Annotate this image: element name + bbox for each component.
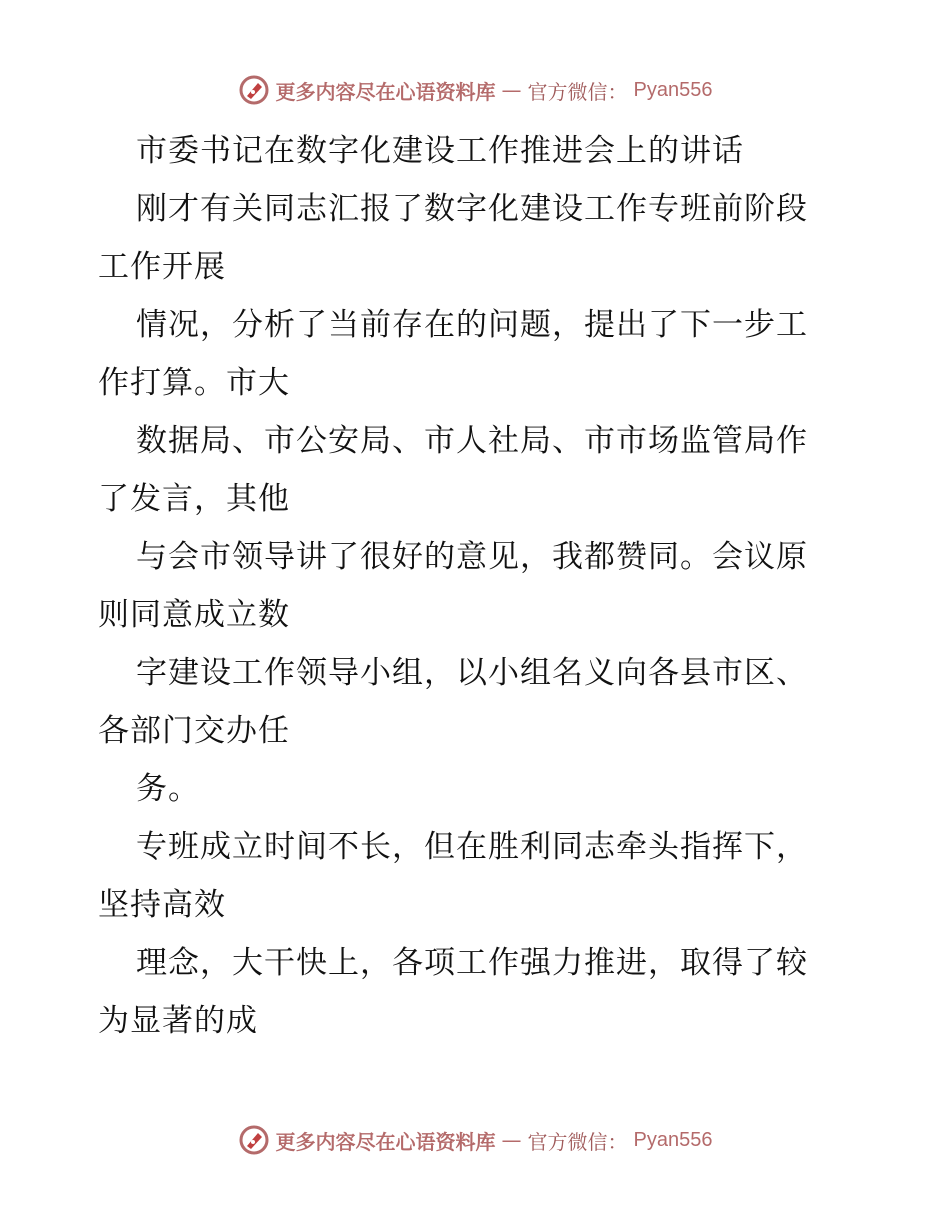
text-line: 务。 bbox=[136, 771, 200, 807]
text-line: 作打算。市大 bbox=[98, 365, 290, 401]
text-line: 了发言，其他 bbox=[98, 481, 290, 517]
text-line: 情况，分析了当前存在的问题，提出了下一步工 bbox=[136, 307, 808, 343]
watermark-text: 更多内容尽在心语资料库 bbox=[275, 79, 496, 104]
text-line: 数据局、市公安局、市人社局、市市场监管局作 bbox=[136, 423, 808, 459]
text-line: 刚才有关同志汇报了数字化建设工作专班前阶段 bbox=[136, 191, 808, 227]
watermark-dash: — bbox=[501, 78, 522, 102]
watermark-id: Pyan556 bbox=[633, 78, 713, 101]
document-title: 市委书记在数字化建设工作推进会上的讲话 bbox=[136, 133, 744, 169]
text-line: 各部门交办任 bbox=[98, 713, 290, 749]
text-line: 为显著的成 bbox=[98, 1003, 258, 1039]
watermark-id: Pyan556 bbox=[633, 1128, 713, 1151]
watermark-text: 更多内容尽在心语资料库 bbox=[275, 1129, 496, 1154]
pen-nib-logo-icon bbox=[238, 74, 270, 106]
header-watermark bbox=[0, 70, 950, 110]
text-line: 坚持高效 bbox=[98, 887, 226, 923]
watermark-label: 官方微信： bbox=[527, 79, 628, 104]
footer-watermark bbox=[0, 1120, 950, 1160]
watermark-dash: — bbox=[501, 1128, 522, 1152]
pen-nib-logo-icon bbox=[238, 1124, 270, 1156]
text-line: 则同意成立数 bbox=[98, 597, 290, 633]
text-line: 与会市领导讲了很好的意见，我都赞同。会议原 bbox=[136, 539, 808, 575]
text-line: 工作开展 bbox=[98, 249, 226, 285]
text-line: 字建设工作领导小组，以小组名义向各县市区、 bbox=[136, 655, 808, 691]
watermark-label: 官方微信： bbox=[527, 1129, 628, 1154]
text-line: 理念，大干快上，各项工作强力推进，取得了较 bbox=[136, 945, 808, 981]
text-line: 专班成立时间不长，但在胜利同志牵头指挥下， bbox=[136, 829, 808, 865]
document-body bbox=[98, 122, 858, 1050]
